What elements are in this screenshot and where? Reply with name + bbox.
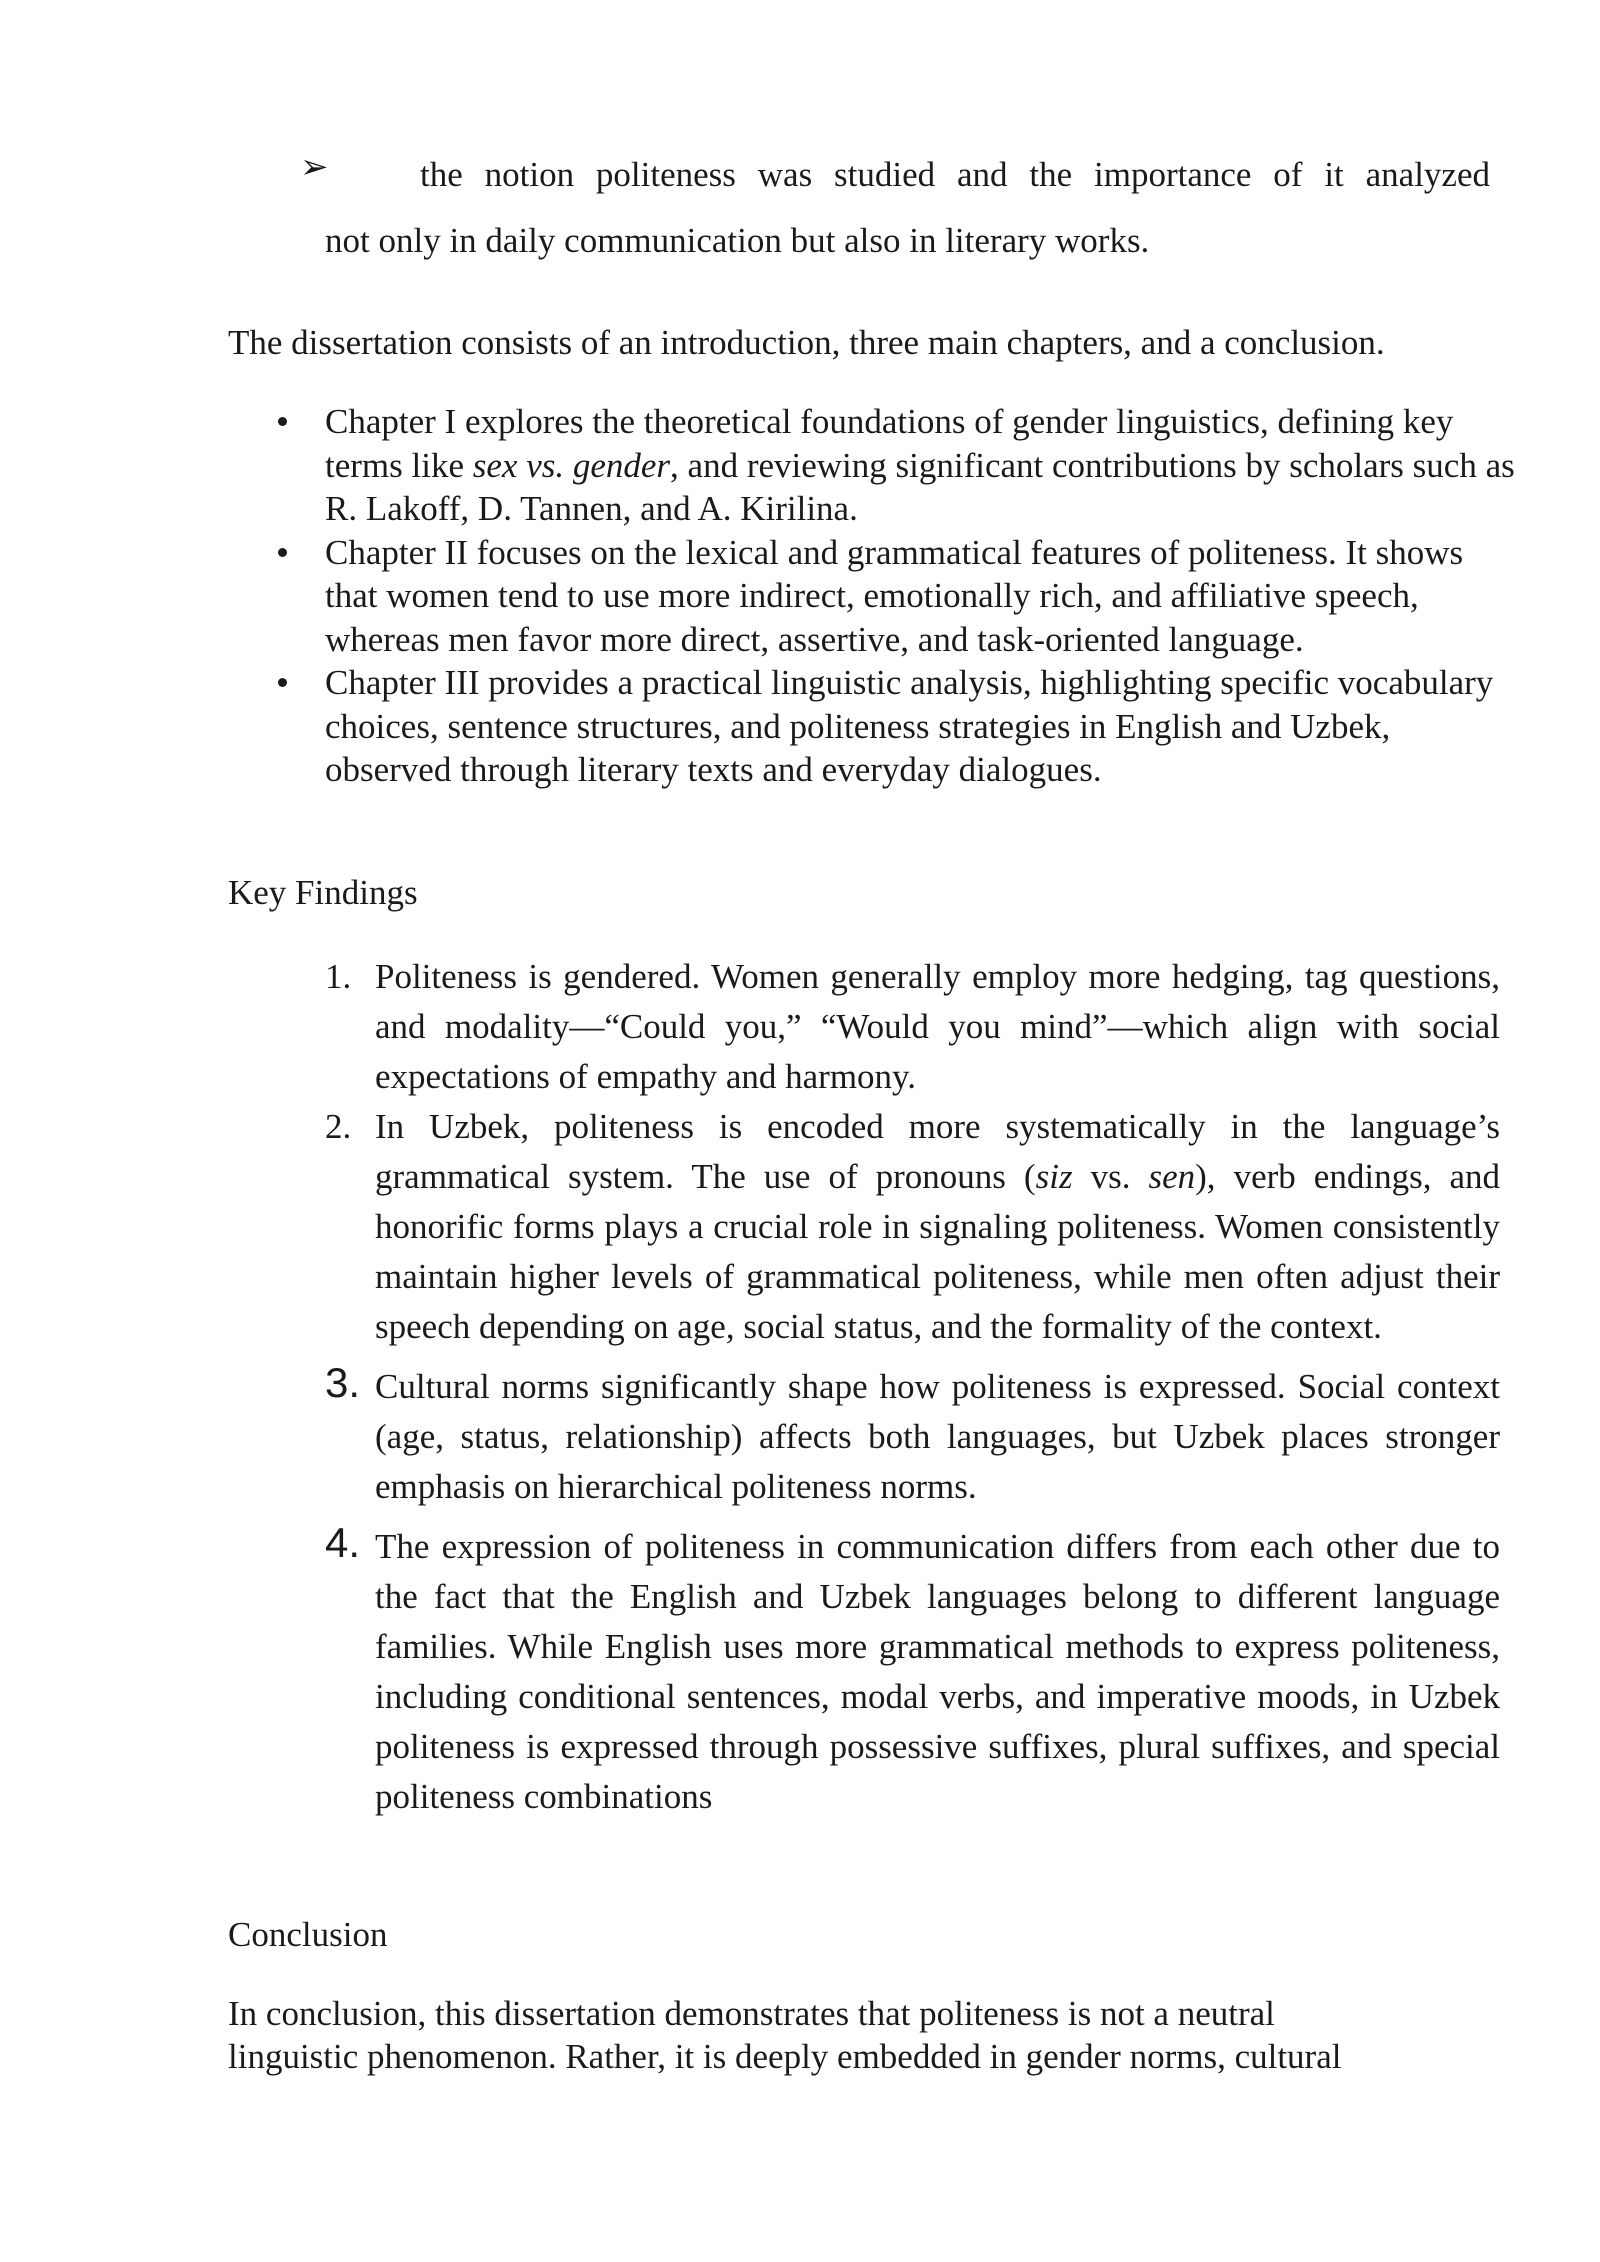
bullet-dot-icon [278, 417, 287, 426]
arrow-item-line-1: the notion politeness was studied and the importance of it analyzed [420, 155, 1490, 194]
conclusion-line-1: In conclusion, this dissertation demonstrates that politeness is not a neutral [228, 1994, 1275, 2033]
chapter-item: Chapter III provides a practical linguistic analysis, highlighting specific vocabulary choices, sentence structures, and politeness strategies in English and Uzbek, observed through literary texts and everyday dialogues. [270, 661, 1520, 792]
findings-list [320, 952, 1500, 1822]
bullet-dot-icon [278, 678, 287, 687]
conclusion-line-2: linguistic phenomenon. Rather, it is deeply embedded in gender norms, cultural [228, 2037, 1342, 2076]
conclusion-paragraph [228, 1992, 1341, 2078]
arrow-item-line-2: not only in daily communication but also in literary works. [325, 221, 1150, 260]
arrow-list-item [300, 145, 1490, 271]
finding-item: 2. In Uzbek, politeness is encoded more systematically in the language’s grammatical system. The use of pronouns (siz vs. sen), verb endings, and honorific forms plays a crucial role in signaling politeness. Women consistently maintain higher levels of grammatical politeness, while men often adjust their speech depending on age, social status, and the formality of the context. [325, 1107, 1501, 1346]
finding-item: 3. Cultural norms significantly shape how politeness is expressed. Social context (age, status, relationship) affects both languages, but Uzbek places stronger emphasis on hierarchical politeness norms. [325, 1359, 1500, 1506]
bullet-dot-icon [278, 548, 287, 557]
arrowhead-bullet-icon: ➢ [300, 147, 329, 187]
chapter-item: Chapter II focuses on the lexical and grammatical features of politeness. It shows that women tend to use more indirect, emotionally rich, and affiliative speech, whereas men favor more direct, assertive, and task-oriented language. [270, 531, 1520, 662]
conclusion-heading: Conclusion [228, 1915, 388, 1954]
key-findings-heading: Key Findings [228, 873, 418, 912]
finding-item: 1. Politeness is gendered. Women generally employ more hedging, tag questions, and modality—“Could you,” “Would you mind”—which align with social expectations of empathy and harmony. [325, 957, 1500, 1096]
chapter-list [270, 400, 1520, 792]
finding-item: 4. The expression of politeness in communication differs from each other due to the fact that the English and Uzbek languages belong to different language families. While English uses more grammatical methods to express politeness, including conditional sentences, modal verbs, and imperative moods, in Uzbek politeness is expressed through possessive suffixes, plural suffixes, and special politeness combinations [325, 1519, 1500, 1816]
chapter-item: Chapter I explores the theoretical foundations of gender linguistics, defining key terms like sex vs. gender, and reviewing significant contributions by scholars such as R. Lakoff, D. Tannen, and A. Kirilina. [270, 400, 1520, 531]
intro-paragraph: The dissertation consists of an introduction, three main chapters, and a conclusion. [228, 323, 1385, 362]
